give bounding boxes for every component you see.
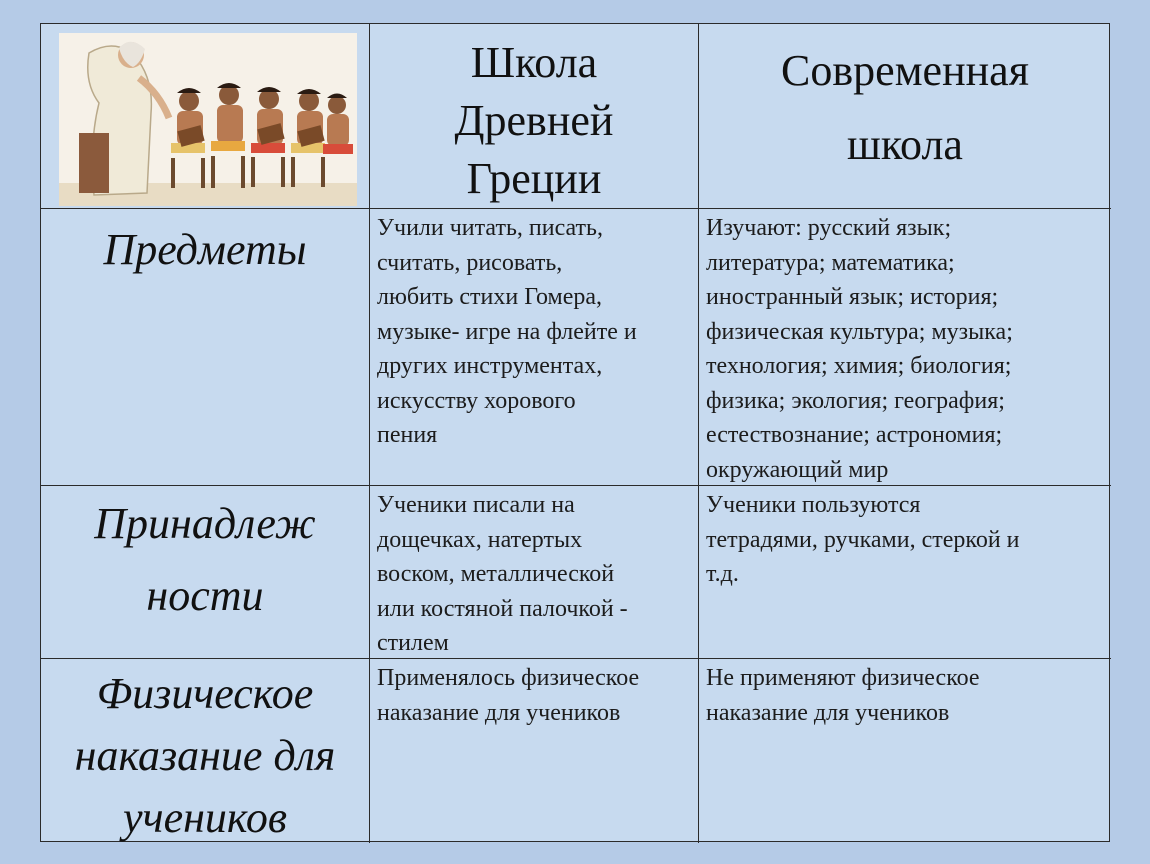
text-line: т.д. [706, 561, 739, 587]
header-ancient-line: Греции [466, 154, 602, 203]
header-modern-school [699, 24, 1111, 209]
comparison-table [40, 23, 1110, 842]
row-label-line: учеников [123, 793, 287, 842]
row-label-line: Предметы [103, 225, 307, 274]
text-line: пения [377, 422, 438, 448]
text-line: окружающий мир [706, 456, 889, 483]
text-line: искусству хорового [377, 387, 576, 414]
text-line: физика; экология; география; [706, 387, 1005, 414]
row-label-punishment [41, 659, 370, 843]
header-ancient-school [370, 24, 699, 209]
header-modern-line: школа [847, 120, 963, 169]
header-ancient-line: Школа [470, 38, 598, 87]
supplies-modern [699, 486, 1111, 659]
text-line: наказание для учеников [377, 699, 621, 726]
text-line: литература; математика; [706, 249, 955, 276]
row-label-supplies [41, 486, 370, 659]
row-label-line: Принадлеж [94, 499, 316, 548]
row-label-line: наказание для [74, 731, 336, 780]
text-line: или костяной палочкой - [377, 595, 628, 622]
text-line: любить стихи Гомера, [377, 284, 603, 310]
text-line: Ученики писали на [377, 492, 575, 518]
row-label-subjects [41, 209, 370, 486]
row-label-line: Физическое [96, 669, 314, 718]
text-line: других инструментах, [377, 353, 603, 379]
punishment-modern [699, 659, 1111, 843]
text-line: дощечках, натертых [377, 526, 583, 553]
text-line: музыке- игре на флейте и [377, 318, 637, 345]
header-ancient-line: Древней [454, 96, 614, 145]
row-label-line: ности [146, 571, 264, 620]
text-line: технология; химия; биология; [706, 353, 1012, 379]
text-line: естествознание; астрономия; [706, 422, 1003, 448]
text-line: Изучают: русский язык; [706, 215, 952, 241]
text-line: Применялось физическое [377, 665, 640, 691]
header-modern-line: Современная [781, 46, 1029, 95]
text-line: Ученики пользуются [706, 492, 921, 518]
text-line: наказание для учеников [706, 699, 950, 726]
text-line: стилем [377, 630, 449, 656]
illustration-cell [41, 24, 370, 209]
text-line: физическая культура; музыка; [706, 318, 1013, 345]
subjects-modern [699, 209, 1111, 486]
subjects-ancient [370, 209, 699, 486]
text-line: воском, металлической [377, 561, 615, 587]
text-line: иностранный язык; история; [706, 284, 999, 310]
text-line: тетрадями, ручками, стеркой и [706, 526, 1020, 553]
supplies-ancient [370, 486, 699, 659]
text-line: Не применяют физическое [706, 665, 980, 691]
text-line: считать, рисовать, [377, 249, 563, 276]
text-line: Учили читать, писать, [377, 215, 603, 241]
ancient-school-illustration [59, 33, 357, 206]
punishment-ancient [370, 659, 699, 843]
